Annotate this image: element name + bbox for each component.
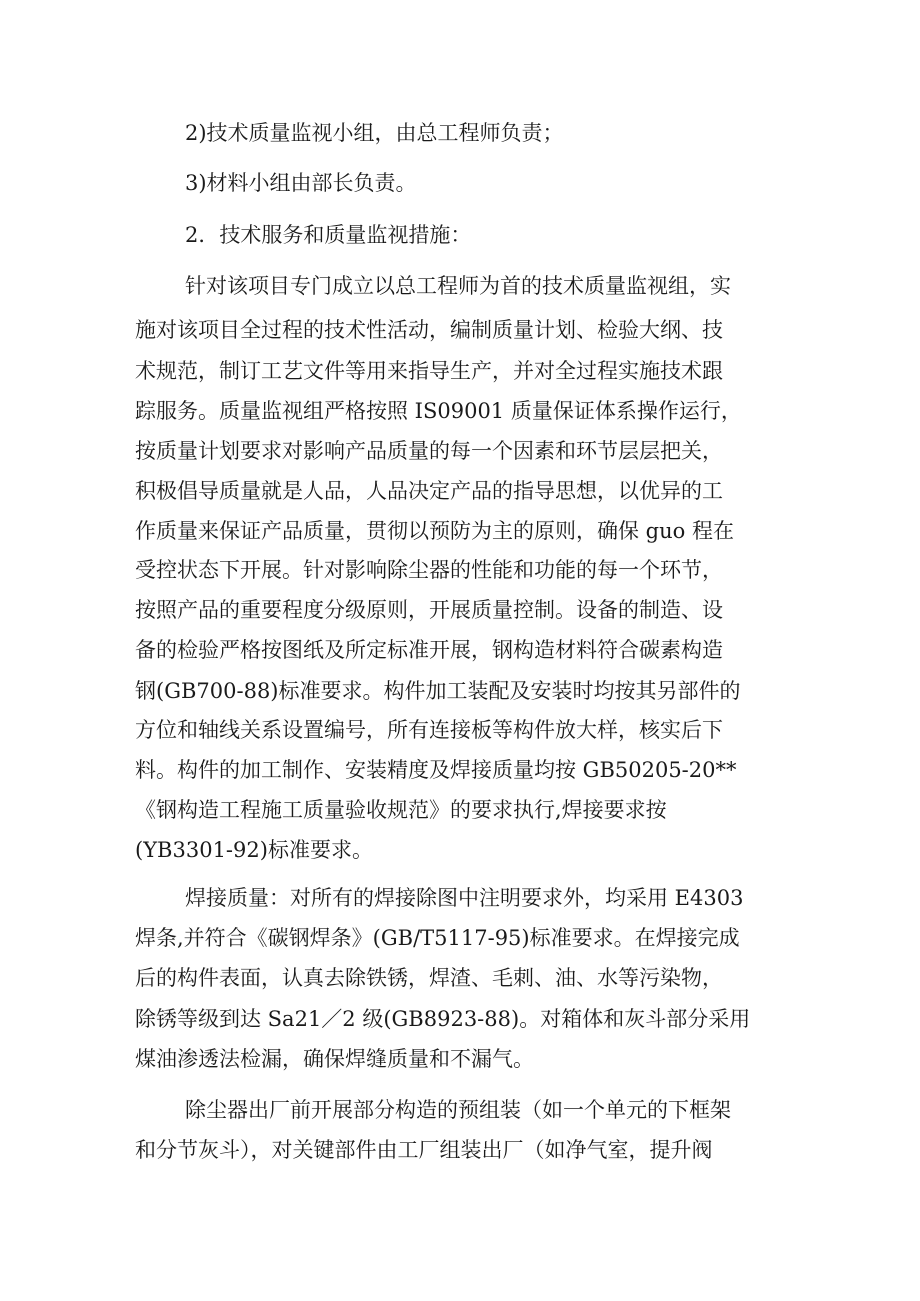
paragraph-line: 受控状态下开展。针对影响除尘器的性能和功能的每一个环节， <box>135 558 723 582</box>
paragraph-line: 料。构件的加工制作、安装精度及焊接质量均按 GB50205-20** <box>135 758 737 782</box>
paragraph-line: 焊条,并符合《碳钢焊条》(GB/T5117-95)标准要求。在焊接完成 <box>135 926 740 950</box>
paragraph-line: 备的检验严格按图纸及所定标准开展，钢构造材料符合碳素构造 <box>135 638 723 662</box>
paragraph-line: 《钢构造工程施工质量验收规范》的要求执行,焊接要求按 <box>135 798 667 822</box>
paragraph-line: 除尘器出厂前开展部分构造的预组装（如一个单元的下框架 <box>185 1098 731 1122</box>
paragraph-line: 除锈等级到达 Sa21／2 级(GB8923-88)。对箱体和灰斗部分采用 <box>135 1007 751 1031</box>
paragraph-line: 和分节灰斗），对关键部件由工厂组装出厂（如净气室，提升阀 <box>135 1138 713 1162</box>
paragraph-line: 焊接质量：对所有的焊接除图中注明要求外，均采用 E4303 <box>185 886 744 910</box>
paragraph-line: 后的构件表面，认真去除铁锈，焊渣、毛刺、油、水等污染物， <box>135 966 723 990</box>
paragraph-line: (YB3301-92)标准要求。 <box>135 838 373 862</box>
paragraph-line: 按照产品的重要程度分级原则，开展质量控制。设备的制造、设 <box>135 598 723 622</box>
paragraph-line: 积极倡导质量就是人品，人品决定产品的指导思想，以优异的工 <box>135 479 723 503</box>
paragraph-line: 钢(GB700-88)标准要求。构件加工装配及安装时均按其另部件的 <box>135 679 741 703</box>
section-heading: 2．技术服务和质量监视措施： <box>185 223 472 247</box>
paragraph-line: 按质量计划要求对影响产品质量的每一个因素和环节层层把关， <box>135 439 723 463</box>
paragraph-line: 施对该项目全过程的技术性活动，编制质量计划、检验大纲、技 <box>135 318 723 342</box>
list-item-technical-group: 2)技术质量监视小组，由总工程师负责； <box>185 121 564 145</box>
paragraph-line: 踪服务。质量监视组严格按照 IS09001 质量保证体系操作运行， <box>135 399 742 423</box>
paragraph-line: 术规范，制订工艺文件等用来指导生产，并对全过程实施技术跟 <box>135 359 723 383</box>
paragraph-line: 方位和轴线关系设置编号，所有连接板等构件放大样，核实后下 <box>135 718 723 742</box>
paragraph-line: 作质量来保证产品质量，贯彻以预防为主的原则，确保 guo 程在 <box>135 519 734 543</box>
paragraph-line: 煤油渗透法检漏，确保焊缝质量和不漏气。 <box>135 1047 534 1071</box>
paragraph-line: 针对该项目专门成立以总工程师为首的技术质量监视组，实 <box>185 274 731 298</box>
list-item-materials-group: 3)材料小组由部长负责。 <box>185 171 417 195</box>
